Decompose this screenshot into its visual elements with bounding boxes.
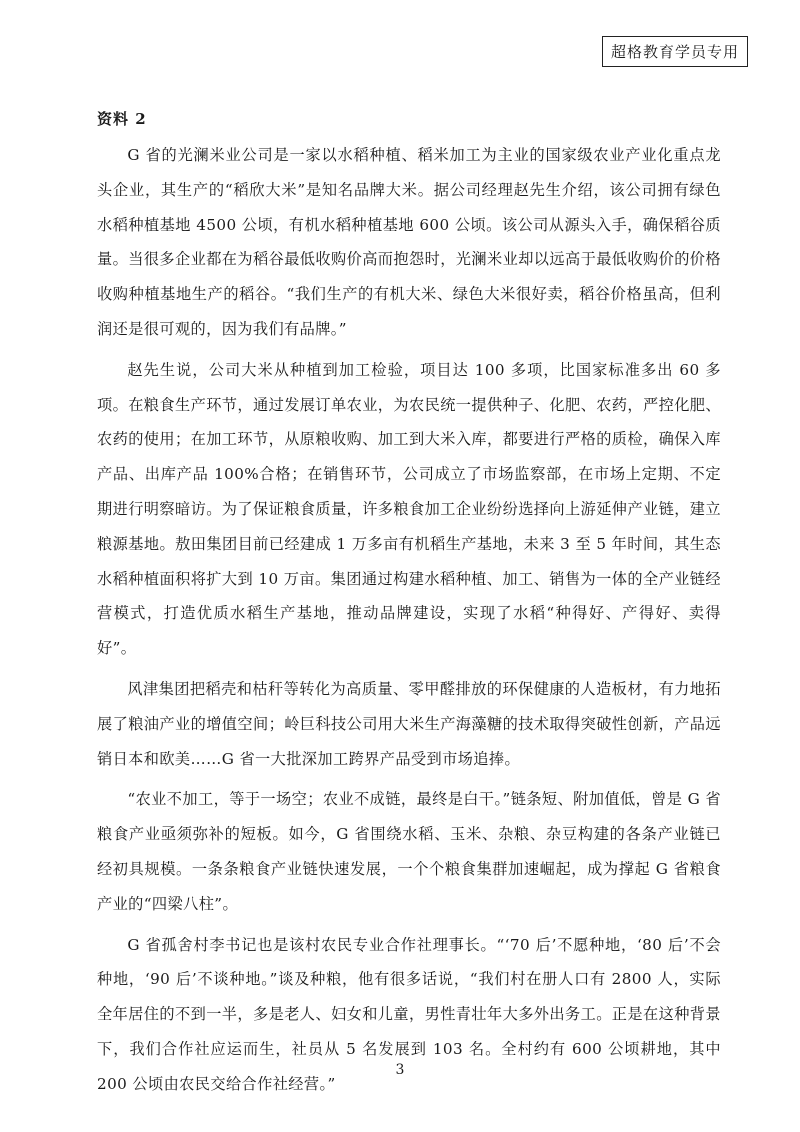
- section-title: 资料 2: [97, 110, 147, 128]
- header-tag: 超格教育学员专用: [602, 36, 748, 67]
- paragraph-2: 赵先生说，公司大米从种植到加工检验，项目达 100 多项，比国家标准多出 60 多项。在粮食生产环节，通过发展订单农业，为农民统一提供种子、化肥、农药，严控化肥、农药的使用；在加工环节，从原粮收购、加工到大米入库，都要进行严格的质检，确保入库产品、出库产品 100%合格；在销售环节，公司成立了市场监察部，在市场上定期、不定期进行明察暗访。为了保证粮食质量，许多粮食加工企业纷纷选择向上游延伸产业链，建立粮源基地。敖田集团目前已经建成 1 万多亩有机稻生产基地，未来 3 至 5 年时间，其生态水稻种植面积将扩大到 10 万亩。集团通过构建水稻种植、加工、销售为一体的全产业链经营模式，打造优质水稻生产基地，推动品牌建设，实现了水稻“种得好、产得好、卖得好”。: [97, 360, 721, 658]
- paragraph-4: “农业不加工，等于一场空；农业不成链，最终是白干。”链条短、附加值低，曾是 G 省粮食产业亟须弥补的短板。如今，G 省围绕水稻、玉米、杂粮、杂豆构建的各条产业链已经初具规模。一条条粮食产业链快速发展，一个个粮食集群加速崛起，成为撑起 G 省粮食产业的“四梁八柱”。: [97, 790, 721, 913]
- paragraph-1: G 省的光澜米业公司是一家以水稻种植、稻米加工为主业的国家级农业产业化重点龙头企业，其生产的“稻欣大米”是知名品牌大米。据公司经理赵先生介绍，该公司拥有绿色水稻种植基地 4500 公顷，有机水稻种植基地 600 公顷。该公司从源头入手，确保稻谷质量。当很多企业都在为稻谷最低收购价高而抱怨时，光澜米业却以远高于最低收购价的价格收购种植基地生产的稻谷。“我们生产的有机大米、绿色大米很好卖，稻谷价格虽高，但利润还是很可观的，因为我们有品牌。”: [97, 146, 721, 338]
- paragraph-3: 风津集团把稻壳和枯秆等转化为高质量、零甲醛排放的环保健康的人造板材，有力地拓展了粮油产业的增值空间；岭巨科技公司用大米生产海藻糖的技术取得突破性创新，产品远销日本和欧美……G 省一大批深加工跨界产品受到市场追捧。: [97, 679, 721, 768]
- page-number: 3: [395, 1062, 405, 1078]
- body-text: [97, 138, 721, 1108]
- paragraph-5: G 省孤舍村李书记也是该村农民专业合作社理事长。“‘70 后’不愿种地，‘80 后’不会种地，‘90 后’不谈种地。”谈及种粮，他有很多话说，“我们村在册人口有 2800 人，实际全年居住的不到一半，多是老人、妇女和儿童，男性青壮年大多外出务工。正是在这种背景下，我们合作社应运而生，社员从 5 名发展到 103 名。全村约有 600 公顷耕地，其中 200 公顷由农民交给合作社经营。”: [97, 935, 721, 1093]
